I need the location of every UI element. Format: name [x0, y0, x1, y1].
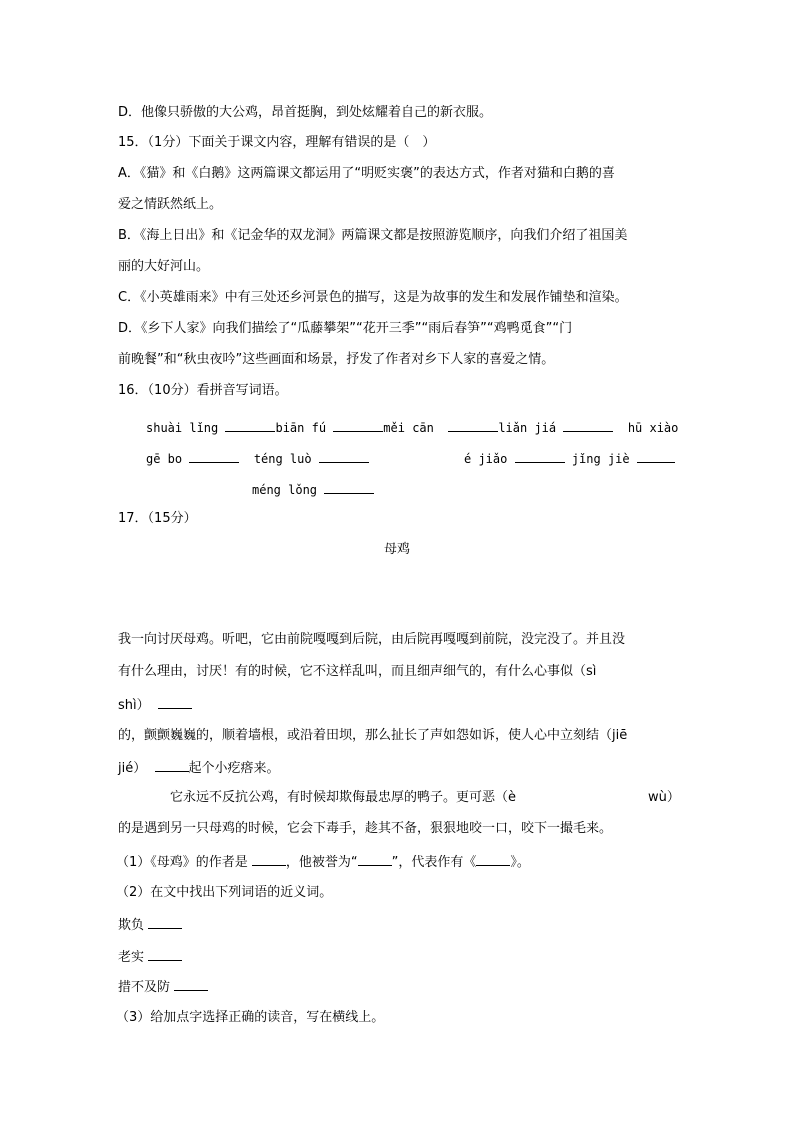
passage-line: [118, 758, 280, 778]
option-text: A．《猫》和《白鹅》这两篇课文都运用了“明贬实褒”的表达方式，作者对猫和白鹅的喜: [118, 166, 615, 181]
word-item: [118, 947, 182, 967]
answer-blank[interactable]: [158, 695, 192, 709]
word: 老实: [118, 950, 145, 965]
question-15-stem: 15．（1分）下面关于课文内容，理解有错误的是（ ）: [118, 135, 436, 150]
answer-blank[interactable]: [319, 449, 369, 463]
sub-question-3: （3）给加点字选择正确的读音，写在横线上。: [116, 1010, 385, 1025]
text: ，他被誉为“: [285, 855, 358, 870]
pinyin: jié）: [118, 761, 147, 776]
answer-blank[interactable]: [333, 418, 383, 432]
pinyin-row: [252, 480, 374, 499]
word-item: [118, 915, 182, 935]
pinyin: liǎn jiá: [498, 421, 557, 435]
sub-question-2: （2）在文中找出下列词语的近义词。: [116, 885, 333, 900]
pinyin-row: [464, 449, 675, 468]
pinyin: měi cān: [383, 421, 434, 435]
passage-line: 它永远不反抗公鸡，有时候却欺侮最忠厚的鸭子。更可恶（è: [170, 790, 516, 805]
answer-blank[interactable]: [155, 758, 189, 772]
pinyin: hū xiào: [627, 421, 679, 435]
answer-blank[interactable]: [324, 480, 374, 494]
answer-blank[interactable]: [174, 977, 208, 991]
option-text: 丽的大好河山。: [118, 259, 210, 274]
option-text: B．《海上日出》和《记金华的双龙洞》两篇课文都是按照游览顺序，向我们介绍了祖国美: [118, 228, 628, 243]
pinyin: wù）: [648, 790, 680, 805]
text: 》。: [510, 855, 530, 870]
word: 欺负: [118, 918, 145, 933]
answer-blank[interactable]: [252, 852, 286, 866]
answer-blank[interactable]: [189, 449, 239, 463]
answer-blank[interactable]: [637, 449, 675, 463]
option-text: 爱之情跃然纸上。: [118, 197, 223, 212]
word: 措不及防: [118, 980, 171, 995]
pinyin: jǐng jiè: [571, 452, 630, 466]
passage-title: 母鸡: [383, 542, 410, 557]
answer-blank[interactable]: [148, 915, 182, 929]
pinyin-row: [146, 449, 369, 468]
option-text: 前晚餐”和“秋虫夜吟”这些画面和场景，抒发了作者对乡下人家的喜爱之情。: [118, 352, 555, 367]
pinyin: biān fú: [275, 421, 327, 435]
answer-blank[interactable]: [448, 418, 498, 432]
answer-blank[interactable]: [515, 449, 565, 463]
answer-blank[interactable]: [148, 947, 182, 961]
pinyin-row: [146, 418, 678, 437]
text: ”，代表作有《: [391, 855, 477, 870]
question-16-stem: 16．（10分）看拼音写词语。: [118, 383, 288, 398]
answer-blank[interactable]: [225, 418, 275, 432]
sub-question-1: [116, 852, 530, 872]
answer-blank[interactable]: [563, 418, 613, 432]
option-text: C．《小英雄雨来》中有三处还乡河景色的描写，这是为故事的发生和发展作铺垫和渲染。: [118, 290, 628, 305]
passage-line: 我一向讨厌母鸡。听吧，它由前院嘎嘎到后院，由后院再嘎嘎到前院，没完没了。并且没: [118, 632, 626, 647]
answer-blank[interactable]: [358, 852, 392, 866]
pinyin: gē bo: [146, 452, 183, 466]
pinyin: shì）: [118, 698, 150, 713]
answer-blank[interactable]: [476, 852, 510, 866]
pinyin: é jiǎo: [464, 452, 508, 466]
option-text: D．他像只骄傲的大公鸡，昂首挺胸，到处炫耀着自己的新衣服。: [118, 105, 493, 120]
text: 起个小疙瘩来。: [188, 761, 280, 776]
text: （1）《母鸡》的作者是: [116, 855, 248, 870]
passage-line: 的是遇到另一只母鸡的时候，它会下毒手，趁其不备，狠狠地咬一口，咬下一撮毛来。: [118, 821, 613, 836]
pinyin: méng lǒng: [252, 483, 318, 497]
pinyin: shuài lǐng: [146, 421, 219, 435]
question-17-stem: 17．（15分）: [118, 511, 197, 526]
passage-line: 有什么理由，讨厌！有的时候，它不这样乱叫，而且细声细气的，有什么心事似（sì: [118, 664, 597, 679]
passage-line: [118, 695, 192, 715]
option-text: D．《乡下人家》向我们描绘了“瓜藤攀架”“花开三季”“雨后春笋”“鸡鸭觅食”“门: [118, 321, 573, 336]
word-item: [118, 977, 208, 997]
passage-line: 的，颤颤巍巍的，顺着墙根，或沿着田坝，那么扯长了声如怨如诉，使人心中立刻结（jiē: [118, 728, 628, 743]
pinyin: téng luò: [253, 452, 312, 466]
